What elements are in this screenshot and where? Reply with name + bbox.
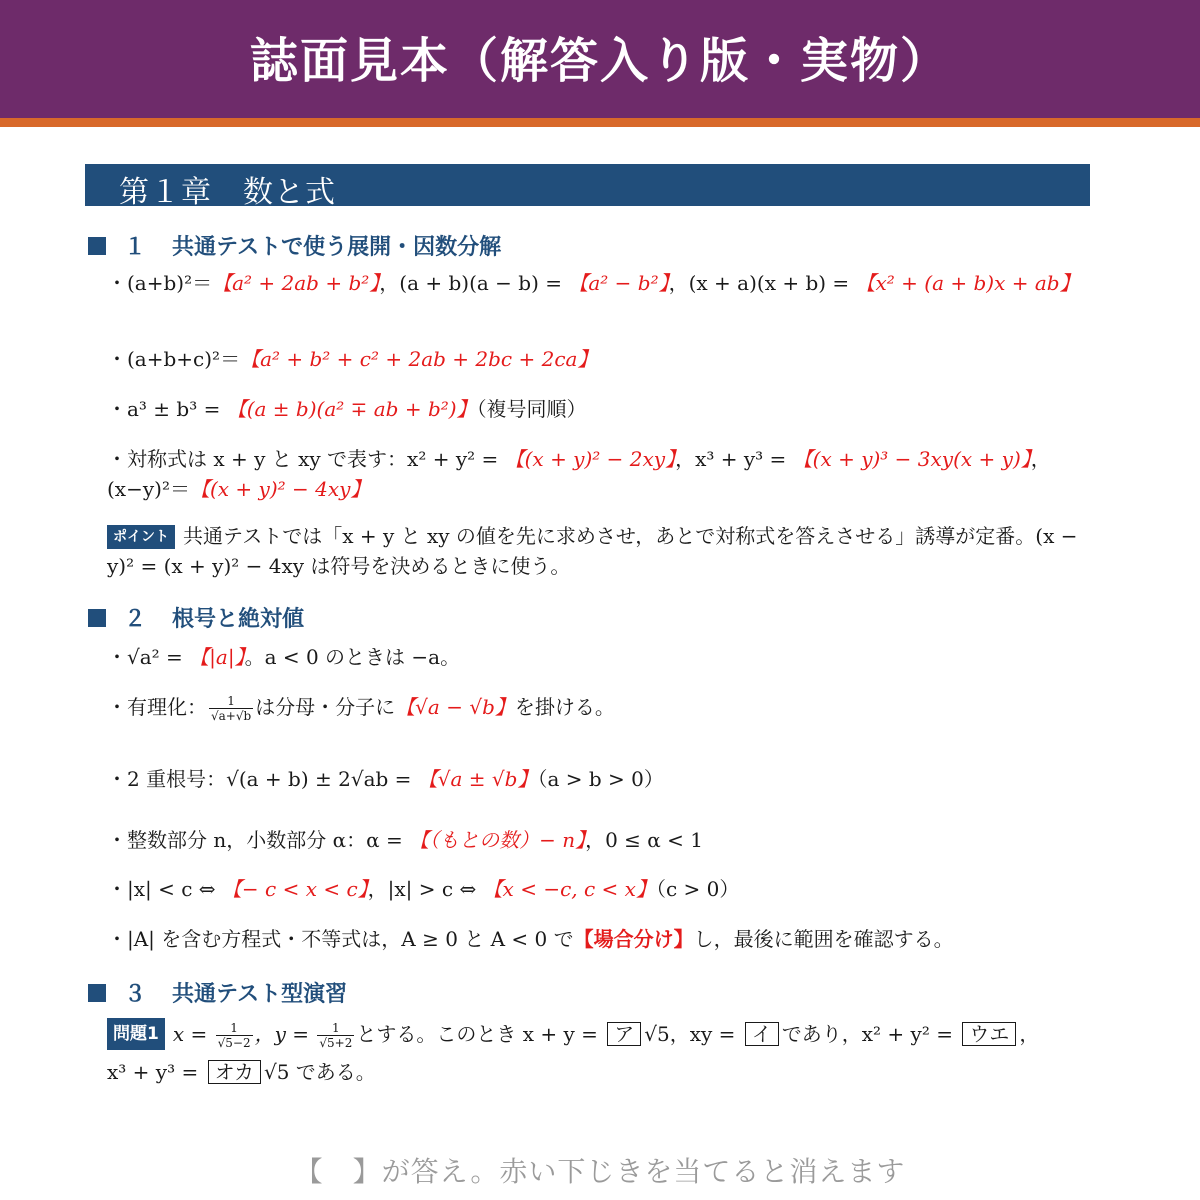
fraction-denominator: √5−2 [217, 1036, 251, 1050]
answer-blank: イ [745, 1022, 779, 1046]
formula-text: √5 である。 [263, 1060, 376, 1084]
answer-text: 【(x + y)² − 4xy】 [189, 477, 371, 501]
square-bullet-icon [88, 984, 106, 1002]
formula-line-rationalize [107, 692, 1092, 723]
answer-text: 【a² + 2ab + b²】 [212, 271, 380, 295]
formula-text: は分母・分子に [255, 695, 396, 719]
formula-line-case-split [107, 924, 1092, 954]
fraction-numerator: 1 [209, 694, 253, 709]
formula-text: ，|x| > c ⇔ [367, 877, 483, 901]
formula-line-sqrt-abs [107, 642, 1092, 672]
header-banner [0, 0, 1200, 118]
formula-text: ・対称式は x + y と xy で表す：x² + y² = [107, 447, 505, 471]
fraction [216, 1021, 253, 1050]
formula-text: ，y = [254, 1022, 316, 1046]
note-text: （a > b > 0） [537, 767, 664, 791]
square-bullet-icon [88, 237, 106, 255]
formula-text: し，最後に範囲を確認する。 [693, 927, 954, 951]
answer-blank: ウエ [962, 1022, 1016, 1046]
point-text: 共通テストでは「x + y と xy の値を先に求めさせ，あとで対称式を答えさせる」誘導が定番。(x − y)² = (x + y)² − 4xy は符号を決めるときに使う。 [107, 524, 1078, 578]
answer-text: 【(x + y)² − 2xy】 [504, 447, 676, 471]
point-box [107, 521, 1092, 581]
formula-text: ・√a² = [107, 645, 190, 669]
answer-text: 【x² + (a + b)x + ab】 [855, 271, 1080, 295]
formula-line-integer-part [107, 825, 1092, 855]
section-title: 共通テスト型演習 [172, 982, 348, 1007]
problem-line-2 [107, 1057, 1092, 1087]
fraction [209, 694, 253, 723]
point-tag: ポイント [107, 525, 175, 549]
formula-line-abs-inequality [107, 874, 1092, 904]
section-heading-2 [88, 602, 304, 633]
problem-tag: 問題1 [107, 1018, 165, 1050]
section-title: 根号と絶対値 [172, 607, 305, 632]
formula-text: √5，xy = [644, 1022, 742, 1046]
formula-text: であり，x² + y² = [781, 1022, 960, 1046]
formula-text: ・2 重根号：√(a + b) ± 2√ab = [107, 767, 418, 791]
formula-text: ，0 ≤ α < 1 [585, 828, 703, 852]
page-title: 誌面見本（解答入り版・実物） [249, 33, 950, 89]
answer-text: 【− c < x < c】 [221, 877, 368, 901]
formula-text: 。a < 0 のときは −a。 [244, 645, 461, 669]
answer-blank: オカ [208, 1060, 261, 1084]
answer-text: 【|a|】 [189, 645, 245, 669]
formula-text: ・(a+b+c)²＝ [107, 347, 241, 371]
formula-text: ・|x| < c ⇔ [107, 877, 222, 901]
fraction-numerator: 1 [216, 1021, 253, 1036]
formula-text: とする。このとき x + y = [356, 1022, 605, 1046]
answer-text: 【√a ± √b】 [417, 767, 538, 791]
formula-line-square-three [107, 344, 1092, 374]
fraction-denominator: √5+2 [319, 1036, 353, 1050]
formula-text: ，(x + a)(x + b) = [668, 271, 856, 295]
section-number: １ [124, 235, 147, 260]
formula-text: ，(x−y)²＝ [107, 447, 1051, 501]
formula-text: ・|A| を含む方程式・不等式は，A ≥ 0 と A < 0 で [107, 927, 574, 951]
formula-text: ，x³ + y³ = [675, 447, 793, 471]
formula-text: ・整数部分 n，小数部分 α：α = [107, 828, 410, 852]
header-accent-rule [0, 118, 1200, 127]
answer-blank: ア [607, 1022, 641, 1046]
fraction [317, 1021, 354, 1050]
answer-text: 【（もとの数）− n】 [409, 828, 586, 852]
formula-text: x = [172, 1022, 214, 1046]
section-number: ２ [124, 607, 147, 632]
formula-line-expansion [107, 268, 1092, 298]
section-number: ３ [124, 982, 147, 1007]
formula-text: ，(a + b)(a − b) = [379, 271, 569, 295]
answer-text: 【a² + b² + c² + 2ab + 2bc + 2ca】 [240, 347, 598, 371]
formula-text: x³ + y³ = [107, 1060, 205, 1084]
formula-line-symmetric [107, 444, 1092, 504]
square-bullet-icon [88, 609, 106, 627]
formula-text: ， [1019, 1022, 1040, 1046]
answer-text: 【√a − √b】 [395, 695, 515, 719]
answer-text: 【x < −c, c < x】 [482, 877, 656, 901]
note-text: （複号同順） [476, 397, 587, 421]
section-title: 共通テストで使う展開・因数分解 [172, 235, 502, 260]
formula-text: を掛ける。 [514, 695, 615, 719]
formula-text: ・a³ ± b³ = [107, 397, 227, 421]
chapter-title: 第１章 数と式 [119, 175, 336, 210]
formula-text: ・(a+b)²＝ [107, 271, 213, 295]
footer-note: 【 】が答え。赤い下じきを当てると消えます [294, 1155, 906, 1188]
answer-text: 【(a ± b)(a² ∓ ab + b²)】 [226, 397, 477, 421]
section-heading-3 [88, 977, 347, 1008]
problem-line-1 [107, 1018, 1092, 1050]
fraction-denominator: √a+√b [211, 709, 252, 723]
fraction-numerator: 1 [317, 1021, 354, 1036]
note-text: （c > 0） [655, 877, 740, 901]
formula-line-cube-sum [107, 394, 1092, 424]
section-heading-1 [88, 230, 501, 261]
answer-text: 【a² − b²】 [568, 271, 669, 295]
chapter-bar [85, 164, 1090, 210]
answer-text: 【(x + y)³ − 3xy(x + y)】 [792, 447, 1031, 471]
answer-text: 【場合分け】 [573, 927, 694, 951]
formula-line-double-root [107, 764, 1092, 794]
formula-text: ・有理化： [107, 695, 207, 719]
